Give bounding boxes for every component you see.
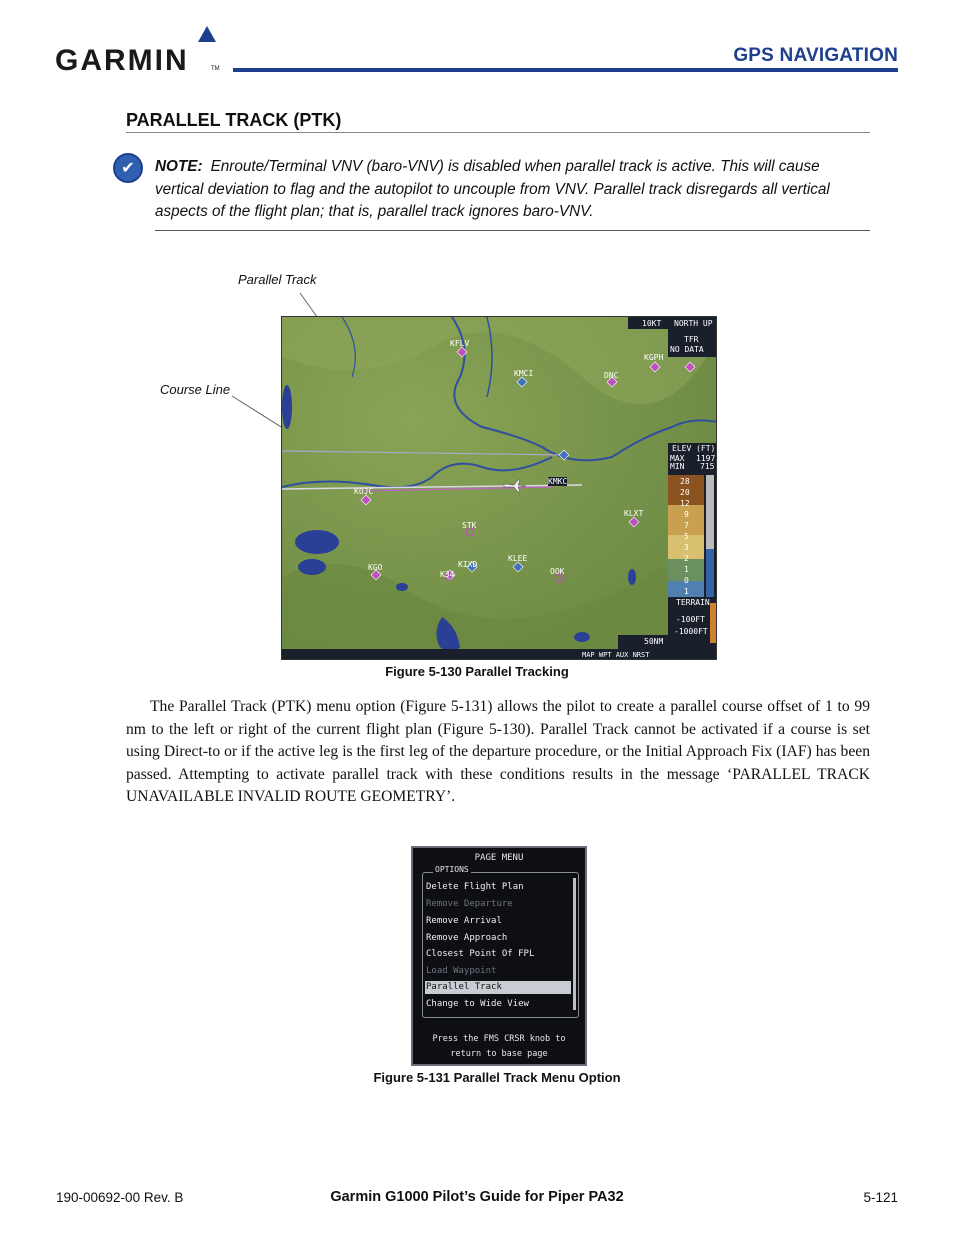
wpt-label-10: K34 [440, 570, 455, 579]
logo-wordmark: GARMIN [55, 44, 189, 77]
map-scale: 50NM [644, 637, 664, 646]
wpt-label-11: OOK [550, 567, 565, 576]
map-tfr: TFR [684, 335, 699, 344]
logo-trademark: TM [211, 66, 220, 72]
elev-tick-4: 7 [684, 521, 689, 530]
wpt-label-2: DNC [604, 371, 619, 380]
map-terrain-lower: -1000FT [674, 627, 708, 636]
footer-title: Garmin G1000 Pilot’s Guide for Piper PA32 [330, 1189, 624, 1205]
menu-footer-line1: Press the FMS CRSR knob to [432, 1034, 566, 1044]
elev-tick-1: 20 [680, 488, 690, 497]
map-softkeys: MAP WPT AUX NRST [582, 651, 650, 659]
footer-doc-number: 190-00692-00 Rev. B [56, 1190, 184, 1205]
menu-item-remove-approach[interactable]: Remove Approach [426, 933, 508, 943]
figure-131-caption: Figure 5-131 Parallel Track Menu Option [373, 1070, 621, 1085]
menu-item-remove-arrival[interactable]: Remove Arrival [426, 916, 502, 926]
wpt-label-8: KIXD [458, 560, 478, 569]
menu-item-remove-departure[interactable]: Remove Departure [426, 899, 513, 909]
map-orientation: NORTH UP [674, 319, 713, 328]
map-min-value: 715 [700, 462, 715, 471]
note-text: Enroute/Terminal VNV (baro-VNV) is disabled when parallel track is active. This will cause vertical deviation to flag and the autopilot to uncouple from VNV. Parallel track disregards all vertical aspects of the flight plan; that is, parallel track ignores baro-VNV. [155, 158, 830, 220]
page-heading: PARALLEL TRACK (PTK) [126, 110, 342, 130]
wpt-label-5: KOJC [354, 487, 374, 496]
map-range-top: 10KT [642, 319, 662, 328]
menu-item-closest-point[interactable]: Closest Point Of FPL [426, 949, 535, 959]
navigation-map [281, 316, 717, 660]
map-max-label: MAX [670, 454, 685, 463]
wpt-label-3: KGPH [644, 353, 664, 362]
menu-options-tab: OPTIONS [435, 865, 469, 874]
elev-tick-9: 0 [684, 576, 689, 585]
elev-tick-10: 1 [684, 587, 689, 596]
wpt-label-12: KGO [368, 563, 383, 572]
wpt-label-0: KFLV [450, 339, 470, 348]
map-terrain [282, 317, 717, 660]
wpt-label-1: KMCI [514, 369, 534, 378]
wpt-label-4: KMKC [548, 477, 568, 486]
callout-parallel-track: Parallel Track [238, 272, 317, 287]
page-menu-title: PAGE MENU [474, 853, 524, 863]
map-max-value: 1197 [696, 454, 716, 463]
menu-footer [413, 1032, 585, 1062]
wpt-label-9: KLEE [508, 554, 528, 563]
menu-item-parallel-track[interactable]: Parallel Track [425, 981, 571, 994]
map-terrain-label: TERRAIN [676, 598, 710, 607]
elev-tick-7: 2 [684, 554, 689, 563]
map-min-label: MIN [670, 462, 685, 471]
elev-tick-5: 5 [684, 532, 689, 541]
section-title: GPS NAVIGATION [733, 45, 898, 66]
menu-footer-line2: return to base page [450, 1049, 548, 1059]
menu-item-change-wide-view[interactable]: Change to Wide View [426, 999, 529, 1009]
elev-tick-3: 9 [684, 510, 689, 519]
menu-item-load-waypoint[interactable]: Load Waypoint [426, 966, 497, 976]
menu-item-delete-flight-plan[interactable]: Delete Flight Plan [426, 882, 524, 892]
elev-tick-6: 3 [684, 543, 689, 552]
map-elev-title: ELEV (FT) [672, 444, 716, 453]
figure-130-caption: Figure 5-130 Parallel Tracking [385, 664, 569, 679]
wpt-label-7: KLXT [624, 509, 644, 518]
map-tfr-status: NO DATA [670, 345, 704, 354]
footer-page-number: 5-121 [863, 1190, 898, 1205]
page-menu-window [411, 846, 587, 1066]
callout-course-line: Course Line [160, 382, 231, 397]
elev-tick-8: 1 [684, 565, 689, 574]
body-paragraph: The Parallel Track (PTK) menu option (Figure 5-131) allows the pilot to create a parallel course offset of 1 to 99 nm to the left or right of the current flight plan (Figure 5-130). Parallel Track cannot be activated if a course is set using Direct-to or if the active leg is the first leg of the departure procedure, or the Initial Approach Fix (IAF) has been passed. Attempting to activate parallel track with these conditions results in the message ‘PARALLEL TRACK UNAVAILABLE INVALID ROUTE GEOMETRY’. [126, 698, 870, 805]
note-label: NOTE: [155, 158, 203, 175]
menu-scrollbar[interactable] [573, 878, 576, 1010]
elev-tick-2: 12 [680, 499, 690, 508]
note-check-icon: ✔ [113, 153, 143, 183]
map-terrain-upper: -100FT [676, 615, 705, 624]
elev-tick-0: 28 [680, 477, 690, 486]
wpt-label-6: STK [462, 521, 477, 530]
